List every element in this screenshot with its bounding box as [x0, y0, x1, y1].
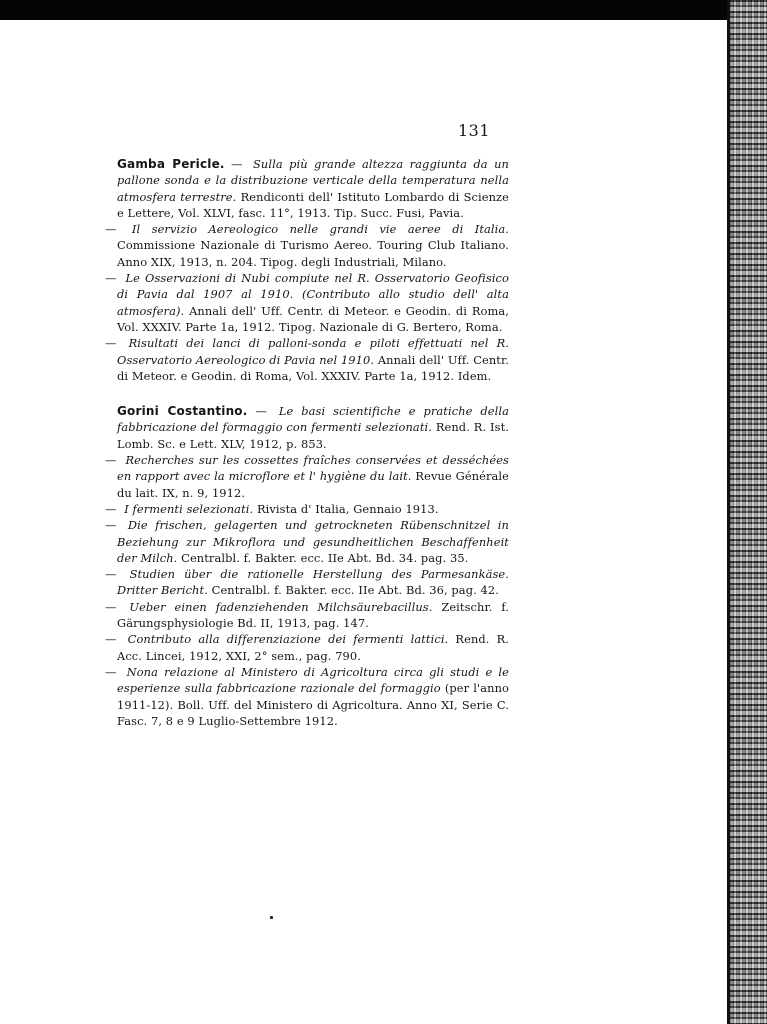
entry-details: Rivista d' Italia, Gennaio 1913. — [256, 501, 439, 516]
entry-title: Die frischen, gelagerten und getrockneten Rübenschnitzel in Beziehung zur Mikroflora und gesundheitlichen Beschaffenheit der Milch. — [117, 518, 509, 565]
entry-details: Zeitschr. f. Gärungsphysiologie Bd. II, 1913, pag. 147. — [117, 599, 509, 631]
bibliography-entry — [105, 566, 509, 599]
entry-dash: — — [105, 599, 117, 614]
entry-title: Il servizio Aereologico nelle grandi vie aeree di Italia. — [131, 222, 509, 237]
page-number: 131 — [457, 121, 490, 140]
entry-dash: — — [255, 404, 267, 419]
entry-details: Rend. R. Acc. Lincei, 1912, XXI, 2° sem., pag. 790. — [117, 632, 509, 663]
entry-title: Sulla più grande altezza raggiunta da un pallone sonda e la distribuzione verticale della temperatura nella atmosfera terrestre. — [117, 157, 509, 204]
scan-top-border — [0, 0, 735, 20]
entry-title: Nona relazione al Ministero di Agricoltura circa gli studi e le esperienze sulla fabbricazione razionale del formaggio — [117, 664, 509, 696]
entry-dash: — — [105, 222, 117, 237]
bibliography-entry — [105, 631, 509, 664]
bibliography-entry — [105, 664, 509, 729]
entry-dash: — — [105, 501, 117, 516]
bibliography-entry — [105, 501, 509, 517]
author-block-gorini — [105, 403, 510, 729]
bibliography-entry — [117, 156, 509, 221]
entry-dash: — — [105, 453, 117, 468]
entry-dash: — — [105, 567, 117, 582]
bibliography-entry — [105, 221, 509, 270]
entry-dash: — — [231, 157, 243, 171]
entry-title: Risultati dei lanci di palloni-sonda e piloti effettuati nel R. Osservatorio Aereologico di Pavia nel 1910. — [117, 336, 509, 367]
entry-title: Contributo alla differenziazione dei fermenti lattici. — [127, 632, 449, 647]
author-name: Gamba Pericle. — [117, 157, 225, 171]
bibliography-list — [105, 156, 510, 748]
author-block-gamba — [105, 156, 509, 384]
bibliography-entry — [105, 599, 509, 632]
entry-details: Commissione Nazionale di Turismo Aereo. Touring Club Italiano. Anno XIX, 1913, n. 204. Tipog. degli Industriali, Milano. — [117, 238, 509, 269]
entry-details: (per l'anno 1911-12). Boll. Uff. del Ministero di Agricoltura. Anno XI, Serie C. Fasc. 7, 8 e 9 Luglio-Settembre 1912. — [117, 681, 509, 728]
entry-title: Studien über die rationelle Herstellung des Parmesankäse. Dritter Bericht. — [117, 567, 509, 598]
entry-details: Revue Générale du lait. IX, n. 9, 1912. — [117, 469, 509, 500]
entry-details: Annali dell' Uff. Centr. di Meteor. e Geodin. di Roma, Vol. XXXIV. Parte 1a, 1912. Idem. — [117, 352, 509, 383]
scan-page-edge — [727, 0, 767, 1024]
entry-dash: — — [105, 336, 117, 351]
author-name: Gorini Costantino. — [117, 404, 248, 419]
entry-details: Annali dell' Uff. Centr. di Meteor. e Geodin. di Roma, Vol. XXXIV. Parte 1a, 1912. Tipog. Nazionale di G. Bertero, Roma. — [117, 303, 509, 334]
scan-speck — [270, 916, 273, 919]
entry-title: Le basi scientifiche e pratiche della fabbricazione del formaggio con fermenti selezionati. — [117, 404, 510, 435]
bibliography-entry — [105, 517, 509, 566]
entry-title: I fermenti selezionati. — [124, 501, 254, 516]
entry-title: Ueber einen fadenziehenden Milchsäurebacillus. — [129, 599, 433, 614]
bibliography-entry — [105, 452, 509, 501]
entry-details: Rend. R. Ist. Lomb. Sc. e Lett. XLV, 1912, p. 853. — [117, 420, 509, 451]
entry-title: Le Osservazioni di Nubi compiute nel R. Osservatorio Geofisico di Pavia dal 1907 al 1910. (Contributo allo studio dell' alta atmosfera). — [117, 271, 509, 318]
entry-dash: — — [105, 664, 117, 679]
bibliography-entry — [105, 335, 509, 384]
entry-dash: — — [105, 518, 117, 533]
bibliography-entry — [105, 270, 509, 335]
bibliography-entry — [117, 403, 509, 452]
entry-details: Centralbl. f. Bakter. ecc. IIe Abt. Bd. 36, pag. 42. — [211, 583, 499, 598]
entry-dash: — — [105, 271, 117, 286]
entry-details: Rendiconti dell' Istituto Lombardo di Scienze e Lettere, Vol. XLVI, fasc. 11°, 1913. Tip. Succ. Fusi, Pavia. — [117, 189, 509, 220]
entry-details: Centralbl. f. Bakter. ecc. IIe Abt. Bd. 34. pag. 35. — [181, 550, 469, 565]
entry-dash: — — [105, 632, 117, 647]
entry-title: Recherches sur les cossettes fraîches conservées et desséchées en rapport avec la microflore et l' hygiène du lait. — [117, 453, 509, 484]
